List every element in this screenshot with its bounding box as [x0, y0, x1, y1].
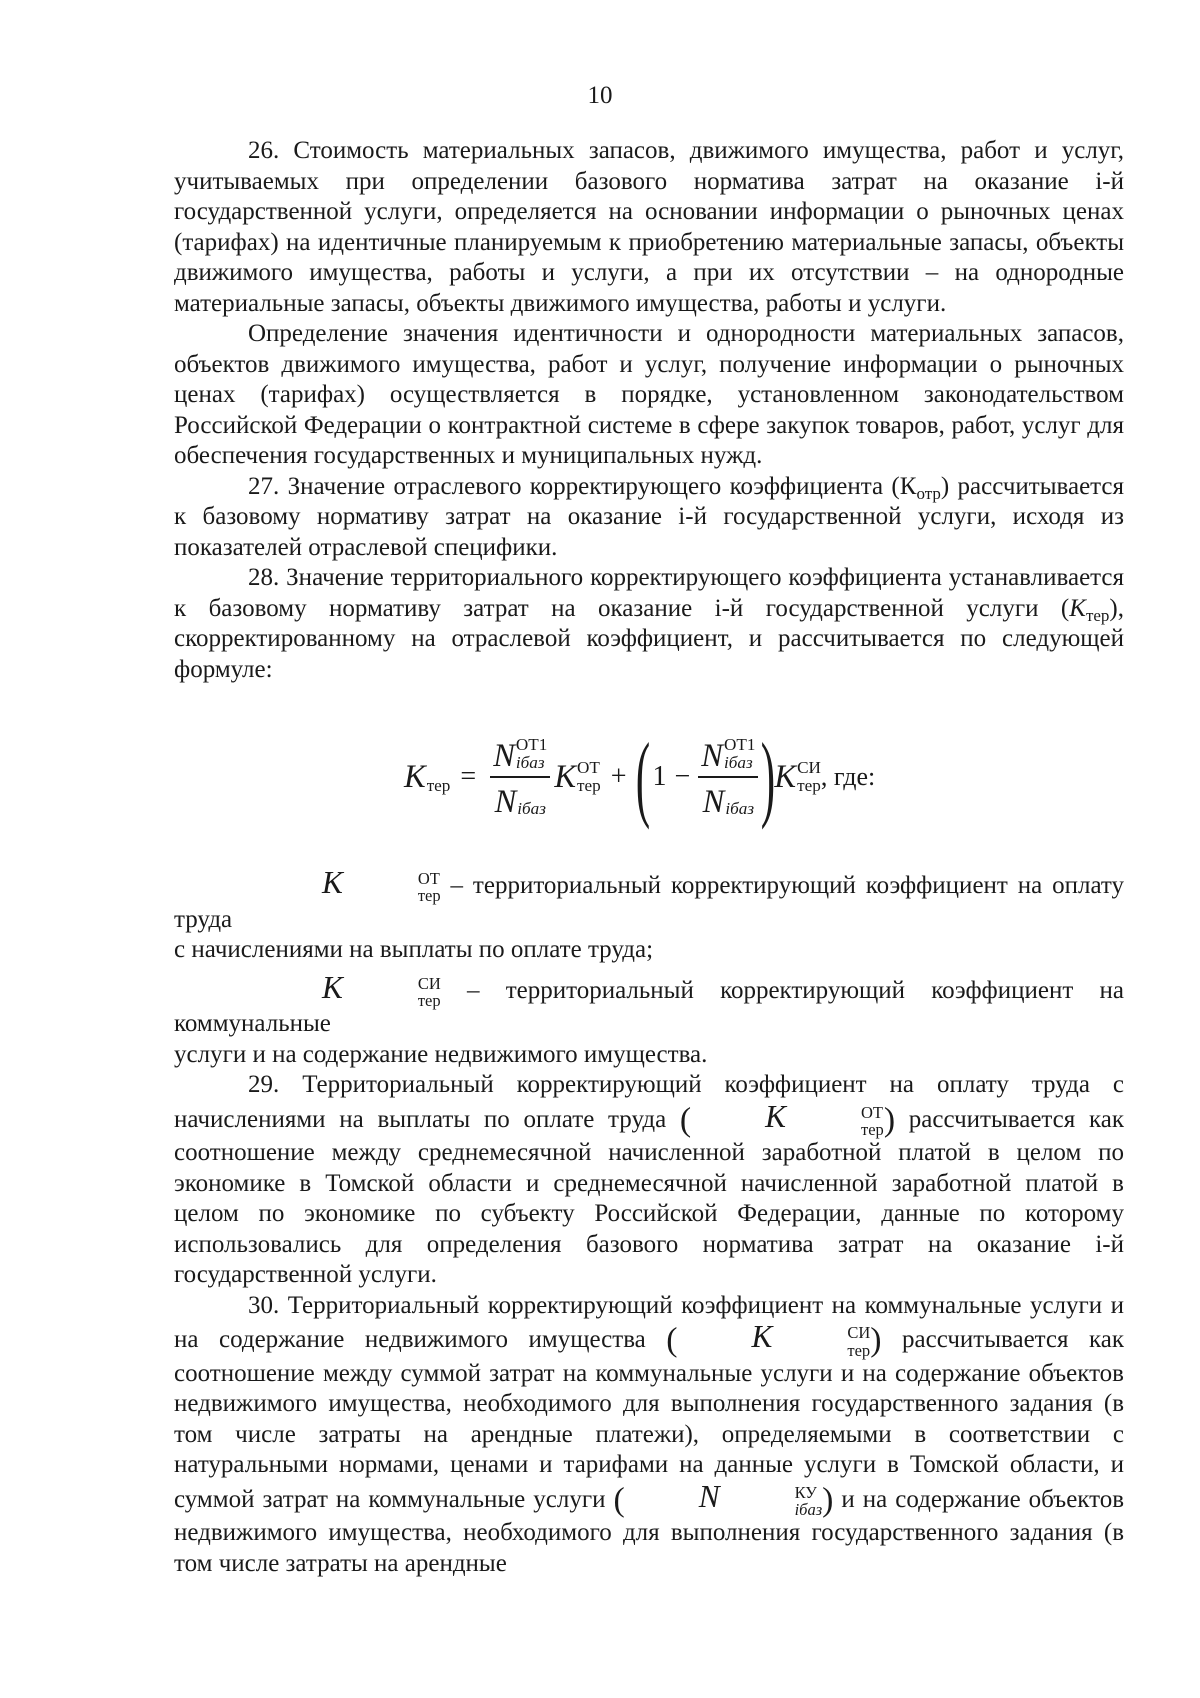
paragraph-26: 26. Стоимость материальных запасов, движимого имущества, работ и услуг, учитываемых при определении базового норматива затрат на оказание i-й государственной услуги, определяется на основании информации о рыночных ценах (тарифах) на идентичные планируемым к приобретению материальные запасы, объекты движимого имущества, работы и услуги, а при их отсутствии – на однородные материальные запасы, объекты движимого имущества, работы и услуги. — [174, 137, 1124, 317]
definition-k-ot-continued: с начислениями на выплаты по оплате труда; — [174, 936, 654, 964]
paragraph-26-continued: Определение значения идентичности и однородности материальных запасов, объектов движимого имущества, работ и услуг, получение информации о рыночных ценах (тарифах) осуществляется в порядке, установленном законодательством Российской Федерации о контрактной системе в сфере закупок товаров, работ, услуг для обеспечения государственных и муниципальных нужд. — [174, 320, 1124, 469]
paragraph-27: 27. Значение отраслевого корректирующего коэффициента $(К_{отр})$ рассчитывается к базовому нормативу затрат на оказание i-й государственной услуги, исходя из показателей отраслевой специфики. — [174, 472, 1125, 561]
paragraph-30: 30. Территориальный корректирующий коэффициент на коммунальные услуги и на содержание недвижимого имущества ( K СИ тер ) рассчитывается как соотношение между суммой затрат на коммунальные услуги и на содержание объектов недвижимого имущества, необходимого для выполнения государственного задания (в том числе затраты на арендные платежи), определяемыми в соответствии с натуральными нормами, ценами и тарифами на данные услуги в Томской области, и суммой затрат на коммунальные услуги ( N КУ iбаз ) и на содержание объектов недвижимого имущества, необходимого для выполнения государственного задания (в том числе затраты на арендные — [174, 1291, 1125, 1577]
territorial-coefficient-formula: K тер = N ОТ1 iбаз N iбаз K ОТ тер + ( 1 − N ОТ1 iбаз N iбаз ) K СИ тер , где: — [404, 723, 876, 830]
fraction-ot1: N ОТ1 iбаз N iбаз — [490, 736, 550, 818]
fraction-ot1-second: N ОТ1 iбаз N iбаз — [698, 736, 758, 818]
definition-k-si: K СИ тер – территориальный корректирующий коэффициент на коммунальные — [174, 969, 1124, 1038]
page-number: 10 — [587, 82, 613, 109]
paragraph-29: 29. Территориальный корректирующий коэффициент на оплату труда с начислениями на выплаты по оплате труда ( K ОТ тер ) рассчитывается как соотношение между среднемесячной начисленной заработной платой в целом по экономике в Томской области и среднемесячной начисленной заработной платой в целом по экономике по субъекту Российской Федерации, данные по которому использовались для определения базового норматива затрат на оказание i-й государственной услуги. — [174, 1071, 1124, 1289]
document-body — [174, 136, 1124, 1579]
paragraph-28: 28. Значение территориального корректирующего коэффициента устанавливается к базовому нормативу затрат на оказание i-й государственной услуги $(K_{тер})$, скорректированному на отраслевой коэффициент, и рассчитывается по следующей формуле: — [174, 564, 1124, 683]
definition-k-ot: K ОТ тер – территориальный корректирующий коэффициент на оплату труда — [174, 865, 1124, 933]
definition-k-si-continued: услуги и на содержание недвижимого имущества. — [174, 1040, 708, 1068]
